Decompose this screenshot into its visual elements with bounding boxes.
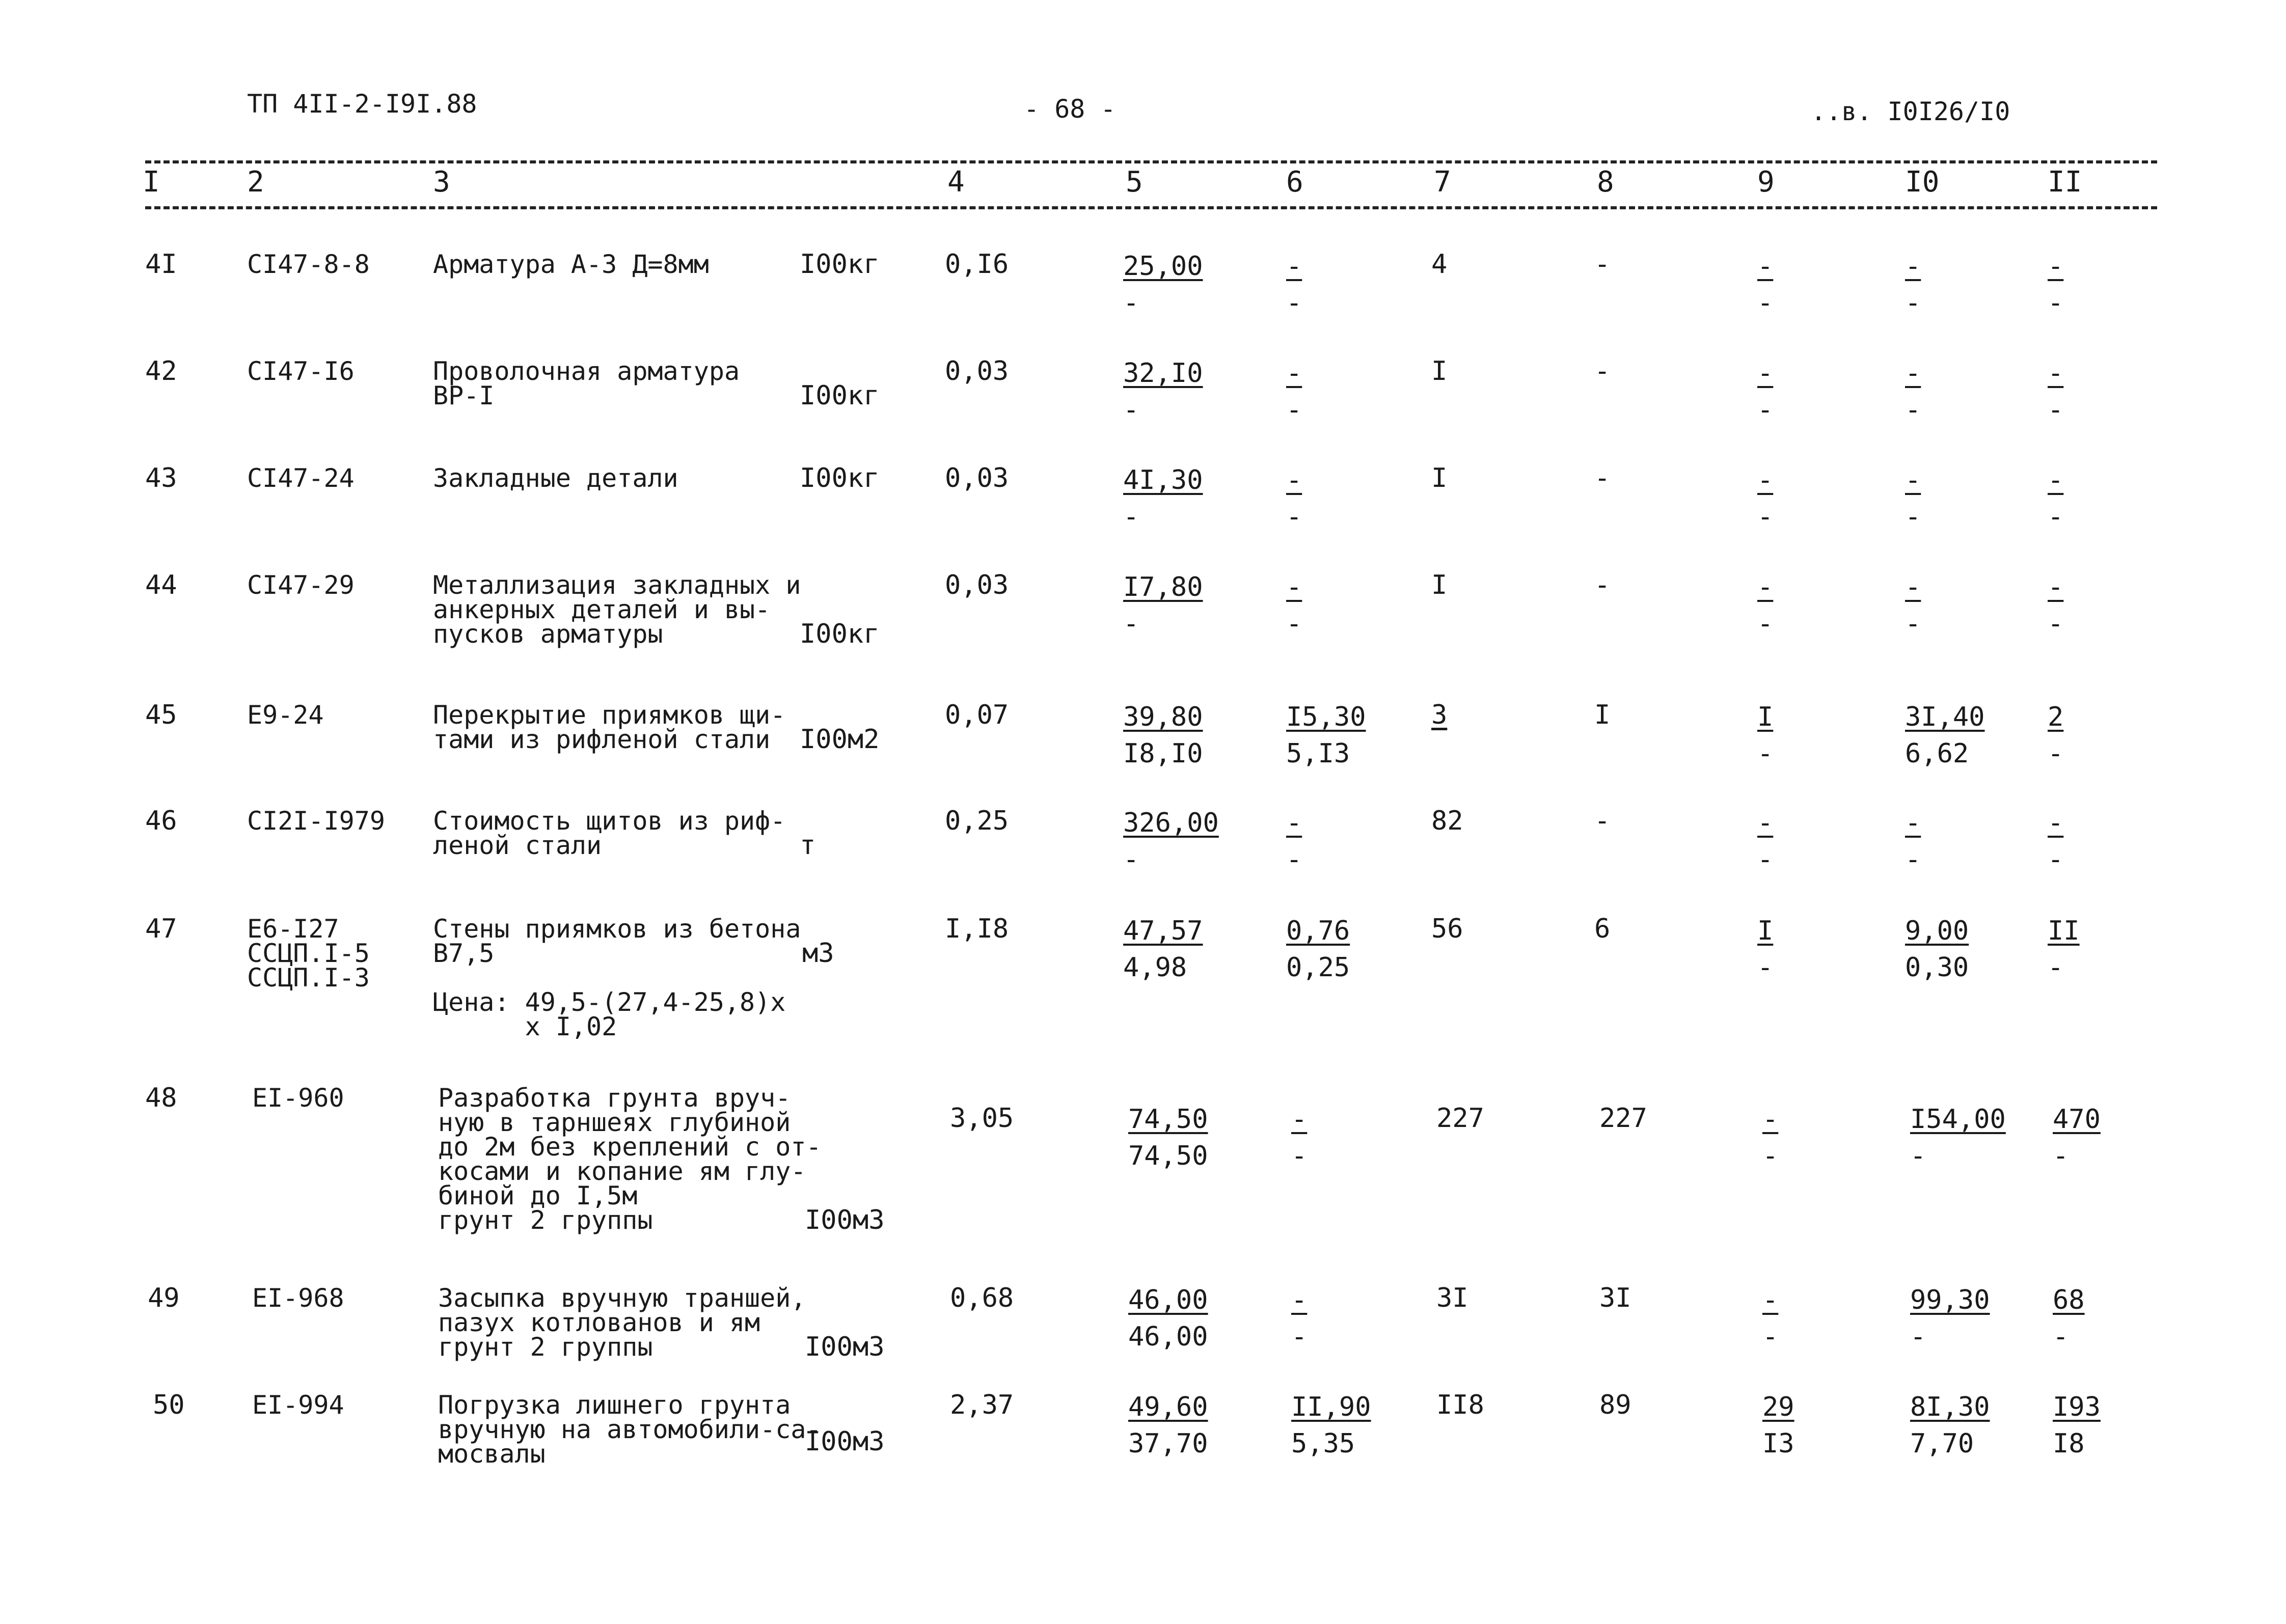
value-top: 9,00	[1905, 916, 1969, 946]
value-top: -	[1291, 1104, 1308, 1135]
col8-value: I	[1594, 700, 1611, 730]
cost-col6	[1291, 1393, 1371, 1458]
column-header-1: I	[143, 166, 160, 199]
column-header-8: 8	[1597, 166, 1614, 199]
column-header-6: 6	[1286, 166, 1303, 199]
value-top: 47,57	[1123, 916, 1203, 946]
value-top: -	[1286, 808, 1302, 838]
value-top: -	[1905, 808, 1921, 838]
estimate-code: CI2I-I979	[247, 806, 385, 836]
cost-col5	[1128, 1286, 1208, 1351]
quantity: I,I8	[945, 914, 1009, 944]
value-bottom: -	[1123, 395, 1139, 425]
work-description: Разработка грунта вруч- ную в тарншеях глубиной до 2м без креплений с от- косами и копание ям глу- биной до I,5м грунт 2 группы	[438, 1083, 822, 1235]
cost-col11	[2048, 359, 2063, 424]
value-bottom: -	[2048, 844, 2064, 875]
value-bottom: 4,98	[1123, 952, 1187, 983]
value-bottom: -	[2048, 502, 2064, 532]
value-bottom: -	[1123, 288, 1139, 318]
cost-col5	[1128, 1105, 1208, 1170]
value-bottom: -	[1757, 609, 1774, 639]
cost-col5	[1123, 809, 1219, 874]
value-bottom: -	[1291, 1141, 1308, 1171]
cost-col10	[1905, 252, 1921, 317]
cost-col9	[1762, 1105, 1778, 1170]
column-header-11: II	[2048, 166, 2082, 199]
table-top-rule	[145, 160, 2157, 163]
value-top: 8I,30	[1910, 1392, 1990, 1422]
col7-value: 56	[1431, 914, 1463, 944]
cost-col10	[1905, 917, 1969, 982]
value-top: 4I,30	[1123, 465, 1203, 496]
value-bottom: -	[1757, 952, 1774, 983]
value-top: -	[1762, 1104, 1779, 1135]
cost-col11	[2048, 809, 2063, 874]
col7-value: I	[1431, 570, 1448, 600]
value-bottom: -	[1123, 609, 1139, 639]
value-bottom: -	[1286, 502, 1302, 532]
work-description: Стоимость щитов из риф- леной стали	[433, 806, 786, 860]
value-top: -	[1762, 1285, 1779, 1315]
cost-col10	[1905, 809, 1921, 874]
value-top: 49,60	[1128, 1392, 1208, 1422]
value-top: -	[2048, 808, 2064, 838]
cost-col6	[1286, 917, 1350, 982]
estimate-code: EI-960	[252, 1083, 344, 1113]
col8-value: -	[1594, 356, 1611, 387]
quantity: 0,68	[950, 1283, 1014, 1313]
col8-value: -	[1594, 806, 1611, 836]
cost-col5	[1123, 466, 1203, 531]
value-bottom: 46,00	[1128, 1322, 1208, 1352]
value-top: 32,I0	[1123, 358, 1203, 389]
value-top: II,90	[1291, 1392, 1371, 1422]
value-top: -	[1286, 465, 1302, 496]
value-top: -	[1905, 358, 1921, 389]
cost-col9	[1762, 1286, 1778, 1351]
value-top: -	[1905, 251, 1921, 282]
value-bottom: -	[1286, 844, 1302, 875]
value-top: I7,80	[1123, 572, 1203, 602]
col7-value: 3	[1431, 700, 1448, 730]
value-top: 68	[2053, 1285, 2085, 1315]
value-bottom: -	[1286, 395, 1302, 425]
unit: I00кг	[800, 619, 880, 649]
value-top: I	[1757, 702, 1774, 732]
table-header-rule	[145, 206, 2157, 209]
cost-col5	[1123, 703, 1203, 768]
col8-value: -	[1594, 570, 1611, 600]
value-top: -	[1757, 808, 1774, 838]
col7-value: 4	[1431, 249, 1448, 280]
value-bottom: -	[1762, 1141, 1779, 1171]
work-description: Проволочная арматура ВР-I	[433, 356, 740, 410]
cost-col10	[1905, 703, 1985, 768]
estimate-code: E9-24	[247, 700, 324, 730]
estimate-code: EI-968	[252, 1283, 344, 1313]
value-top: 2	[2048, 702, 2064, 732]
cost-col11	[2048, 252, 2063, 317]
cost-col6	[1286, 466, 1302, 531]
col7-value: 227	[1436, 1103, 1484, 1134]
value-top: -	[1286, 358, 1302, 389]
row-number: 4I	[145, 249, 177, 280]
value-top: 74,50	[1128, 1104, 1208, 1135]
cost-col6	[1291, 1105, 1307, 1170]
cost-col9	[1757, 703, 1773, 768]
quantity: 3,05	[950, 1103, 1014, 1134]
cost-col5	[1123, 917, 1203, 982]
value-top: -	[1291, 1285, 1308, 1315]
quantity: 2,37	[950, 1390, 1014, 1420]
document-code: ТП 4II-2-I9I.88	[247, 89, 477, 119]
cost-col9	[1757, 917, 1773, 982]
value-top: -	[2048, 358, 2064, 389]
col8-value: -	[1594, 249, 1611, 280]
value-top: I54,00	[1910, 1104, 2006, 1135]
value-bottom: 74,50	[1128, 1141, 1208, 1171]
row-number: 45	[145, 700, 177, 730]
value-bottom: -	[1905, 502, 1921, 532]
column-header-4: 4	[947, 166, 965, 199]
cost-col11	[2053, 1286, 2085, 1351]
value-bottom: -	[1291, 1322, 1308, 1352]
estimate-code: CI47-24	[247, 463, 355, 493]
value-bottom: 5,35	[1291, 1428, 1355, 1459]
value-bottom: 37,70	[1128, 1428, 1208, 1459]
unit: I00м3	[805, 1205, 885, 1235]
value-bottom: -	[1286, 609, 1302, 639]
work-description: Стены приямков из бетона В7,5 Цена: 49,5-(27,4-25,8)х х I,02	[433, 914, 801, 1041]
cost-col5	[1123, 573, 1203, 638]
row-number: 50	[153, 1390, 185, 1420]
quantity: 0,03	[945, 463, 1009, 493]
unit: I00кг	[800, 249, 880, 280]
value-bottom: -	[2048, 609, 2064, 639]
col8-value: 227	[1599, 1103, 1647, 1134]
cost-col9	[1757, 359, 1773, 424]
unit: т	[800, 830, 816, 861]
col7-value: I	[1431, 356, 1448, 387]
value-bottom: -	[1757, 844, 1774, 875]
value-top: -	[1286, 572, 1302, 602]
value-top: I5,30	[1286, 702, 1366, 732]
cost-col5	[1128, 1393, 1208, 1458]
value-bottom: 6,62	[1905, 738, 1969, 769]
value-bottom: -	[1905, 609, 1921, 639]
cost-col10	[1910, 1286, 1990, 1351]
col8-value: 89	[1599, 1390, 1631, 1420]
value-top: -	[1757, 465, 1774, 496]
column-header-10: I0	[1905, 166, 1940, 199]
cost-col5	[1123, 359, 1203, 424]
estimate-code: CI47-8-8	[247, 250, 370, 279]
column-header-2: 2	[247, 166, 264, 199]
value-bottom: 7,70	[1910, 1428, 1974, 1459]
cost-col9	[1757, 809, 1773, 874]
value-top: 470	[2053, 1104, 2101, 1135]
value-bottom: -	[1286, 288, 1302, 318]
value-bottom: -	[2048, 288, 2064, 318]
value-bottom: -	[2053, 1141, 2069, 1171]
cost-col11	[2048, 466, 2063, 531]
value-bottom: -	[2048, 738, 2064, 769]
value-bottom: 5,I3	[1286, 738, 1350, 769]
value-top: I	[1757, 916, 1774, 946]
cost-col6	[1286, 703, 1366, 768]
column-header-3: 3	[433, 166, 450, 199]
cost-col11	[2048, 573, 2063, 638]
value-top: 39,80	[1123, 702, 1203, 732]
value-bottom: I8,I0	[1123, 738, 1203, 769]
col7-value: I	[1431, 463, 1448, 493]
work-description: Арматура А-3 Д=8мм	[433, 250, 709, 279]
cost-col6	[1286, 809, 1302, 874]
value-top: -	[1757, 358, 1774, 389]
album-number: ..в. I0I26/I0	[1811, 97, 2010, 126]
work-description: Закладные детали	[433, 463, 678, 493]
value-top: -	[1905, 465, 1921, 496]
value-bottom: -	[1910, 1322, 1926, 1352]
value-bottom: -	[1762, 1322, 1779, 1352]
work-description: Металлизация закладных и анкерных деталей и вы- пусков арматуры	[433, 570, 801, 649]
value-top: -	[1757, 572, 1774, 602]
value-bottom: I8	[2053, 1428, 2085, 1459]
cost-col5	[1123, 252, 1203, 317]
row-number: 43	[145, 463, 177, 493]
cost-col9	[1757, 466, 1773, 531]
work-description: Перекрытие приямков щи- тами из рифленой стали	[433, 700, 786, 754]
col8-value: -	[1594, 463, 1611, 493]
estimate-code: EI-994	[252, 1390, 344, 1420]
unit: I00м3	[805, 1426, 885, 1457]
value-bottom: -	[1910, 1141, 1926, 1171]
value-bottom: -	[1905, 844, 1921, 875]
unit: I00м3	[805, 1332, 885, 1362]
cost-col6	[1286, 573, 1302, 638]
row-number: 48	[145, 1083, 177, 1113]
cost-col6	[1286, 359, 1302, 424]
cost-col10	[1910, 1393, 1990, 1458]
value-bottom: -	[2048, 952, 2064, 983]
value-top: II	[2048, 916, 2080, 946]
cost-col9	[1757, 252, 1773, 317]
value-top: -	[1286, 251, 1302, 282]
col8-value: 3I	[1599, 1283, 1631, 1313]
unit: м3	[802, 938, 834, 969]
col7-value: 3I	[1436, 1283, 1468, 1313]
column-header-7: 7	[1434, 166, 1451, 199]
value-bottom: 0,30	[1905, 952, 1969, 983]
value-top: 29	[1762, 1392, 1794, 1422]
value-bottom: -	[2048, 395, 2064, 425]
cost-col11	[2048, 917, 2080, 982]
work-description: Погрузка лишнего грунта вручную на автомобили-са- мосвалы	[438, 1390, 822, 1469]
value-bottom: -	[1123, 502, 1139, 532]
value-bottom: -	[1757, 288, 1774, 318]
cost-col10	[1905, 466, 1921, 531]
work-description: Засыпка вручную траншей, пазух котлованов и ям грунт 2 группы	[438, 1283, 806, 1362]
quantity: 0,07	[945, 700, 1009, 730]
cost-col11	[2048, 703, 2063, 768]
value-bottom: -	[1123, 844, 1139, 875]
value-bottom: -	[1757, 502, 1774, 532]
value-bottom: I3	[1762, 1428, 1794, 1459]
estimate-code: CI47-I6	[247, 356, 355, 386]
value-top: -	[1905, 572, 1921, 602]
value-top: -	[2048, 572, 2064, 602]
cost-col6	[1286, 252, 1302, 317]
cost-col10	[1905, 359, 1921, 424]
unit: I00кг	[800, 380, 880, 411]
value-bottom: 0,25	[1286, 952, 1350, 983]
cost-col6	[1291, 1286, 1307, 1351]
value-bottom: -	[2053, 1322, 2069, 1352]
cost-col9	[1757, 573, 1773, 638]
value-top: 46,00	[1128, 1285, 1208, 1315]
row-number: 46	[145, 806, 177, 836]
value-top: -	[2048, 465, 2064, 496]
value-top: I93	[2053, 1392, 2101, 1422]
row-number: 44	[145, 570, 177, 600]
row-number: 42	[145, 356, 177, 387]
value-top: 99,30	[1910, 1285, 1990, 1315]
col7-value: 82	[1431, 806, 1463, 836]
cost-col10	[1905, 573, 1921, 638]
unit: I00кг	[800, 463, 880, 493]
value-top: 25,00	[1123, 251, 1203, 282]
quantity: 0,03	[945, 356, 1009, 387]
row-number: 47	[145, 914, 177, 944]
value-bottom: -	[1905, 288, 1921, 318]
quantity: 0,03	[945, 570, 1009, 600]
unit: I00м2	[800, 724, 880, 755]
value-top: 326,00	[1123, 808, 1219, 838]
cost-col11	[2053, 1105, 2101, 1170]
value-bottom: -	[1757, 395, 1774, 425]
value-top: 0,76	[1286, 916, 1350, 946]
estimate-code: CI47-29	[247, 570, 355, 600]
estimate-code: E6-I27 ССЦП.I-5 ССЦП.I-3	[247, 914, 370, 993]
value-top: 3I,40	[1905, 702, 1985, 732]
value-top: -	[1757, 251, 1774, 282]
value-bottom: -	[1757, 738, 1774, 769]
col7-value: II8	[1436, 1390, 1484, 1420]
value-top: -	[2048, 251, 2064, 282]
column-header-5: 5	[1126, 166, 1143, 199]
quantity: 0,25	[945, 806, 1009, 836]
page-number: - 68 -	[1024, 94, 1116, 124]
cost-col10	[1910, 1105, 2006, 1170]
cost-col11	[2053, 1393, 2101, 1458]
row-number: 49	[148, 1283, 180, 1313]
value-bottom: -	[1905, 395, 1921, 425]
cost-col9	[1762, 1393, 1794, 1458]
col8-value: 6	[1594, 914, 1611, 944]
quantity: 0,I6	[945, 249, 1009, 280]
column-header-9: 9	[1757, 166, 1775, 199]
